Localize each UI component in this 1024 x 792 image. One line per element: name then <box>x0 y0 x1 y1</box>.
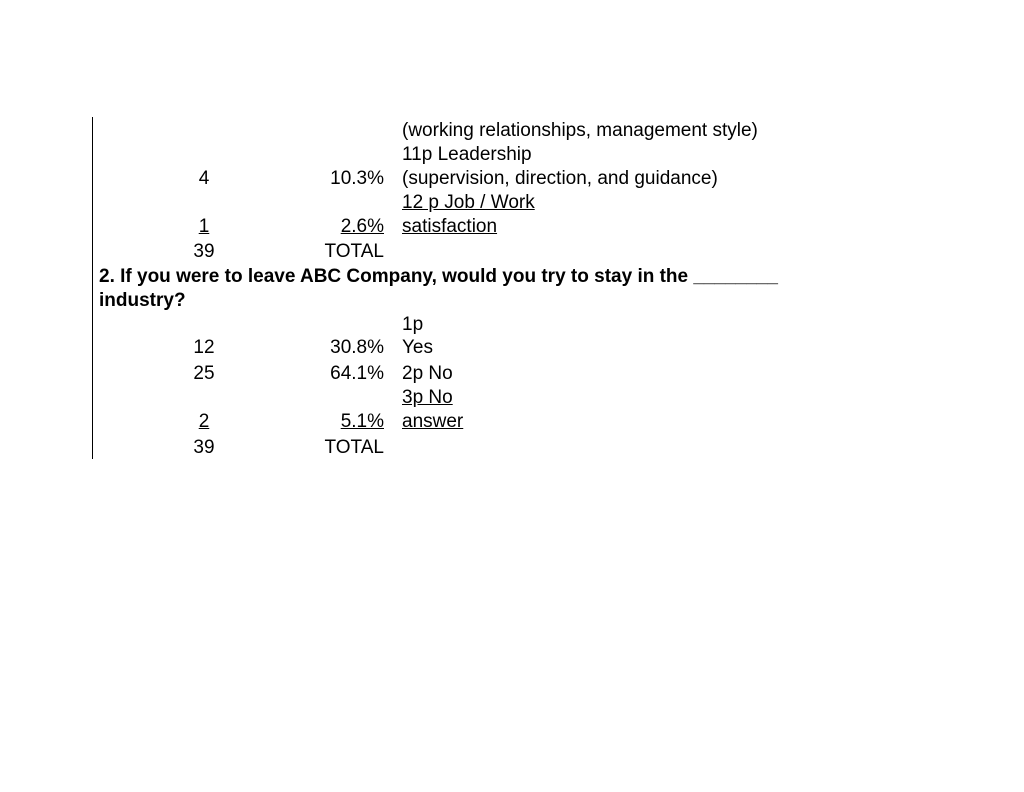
response-percent: 5.1% <box>340 411 384 432</box>
response-label: 2p No <box>402 363 453 384</box>
response-count: 25 <box>193 363 215 384</box>
response-label: answer <box>402 411 464 432</box>
response-count: 1 <box>198 216 210 237</box>
response-count: 4 <box>198 168 210 189</box>
response-count: 12 <box>193 337 215 358</box>
total-count: 39 <box>193 437 215 458</box>
response-label: 1p <box>402 314 424 335</box>
response-label: (working relationships, management style) <box>402 120 758 141</box>
response-label: Yes <box>402 337 433 358</box>
response-label: satisfaction <box>402 216 498 237</box>
response-label: (supervision, direction, and guidance) <box>402 168 718 189</box>
total-count: 39 <box>193 241 215 262</box>
response-label: 11p Leadership <box>402 144 532 165</box>
response-percent: 64.1% <box>330 363 384 384</box>
response-label: 3p No <box>402 387 453 408</box>
question-heading-continuation: industry? <box>99 290 186 311</box>
total-label: TOTAL <box>324 241 384 262</box>
response-percent: 10.3% <box>330 168 384 189</box>
response-percent: 30.8% <box>330 337 384 358</box>
total-label: TOTAL <box>324 437 384 458</box>
question-heading: 2. If you were to leave ABC Company, would you try to stay in the ________ <box>99 266 778 287</box>
response-percent: 2.6% <box>340 216 384 237</box>
left-margin-rule <box>92 117 93 459</box>
response-label: 12 p Job / Work <box>402 192 535 213</box>
response-count: 2 <box>198 411 210 432</box>
